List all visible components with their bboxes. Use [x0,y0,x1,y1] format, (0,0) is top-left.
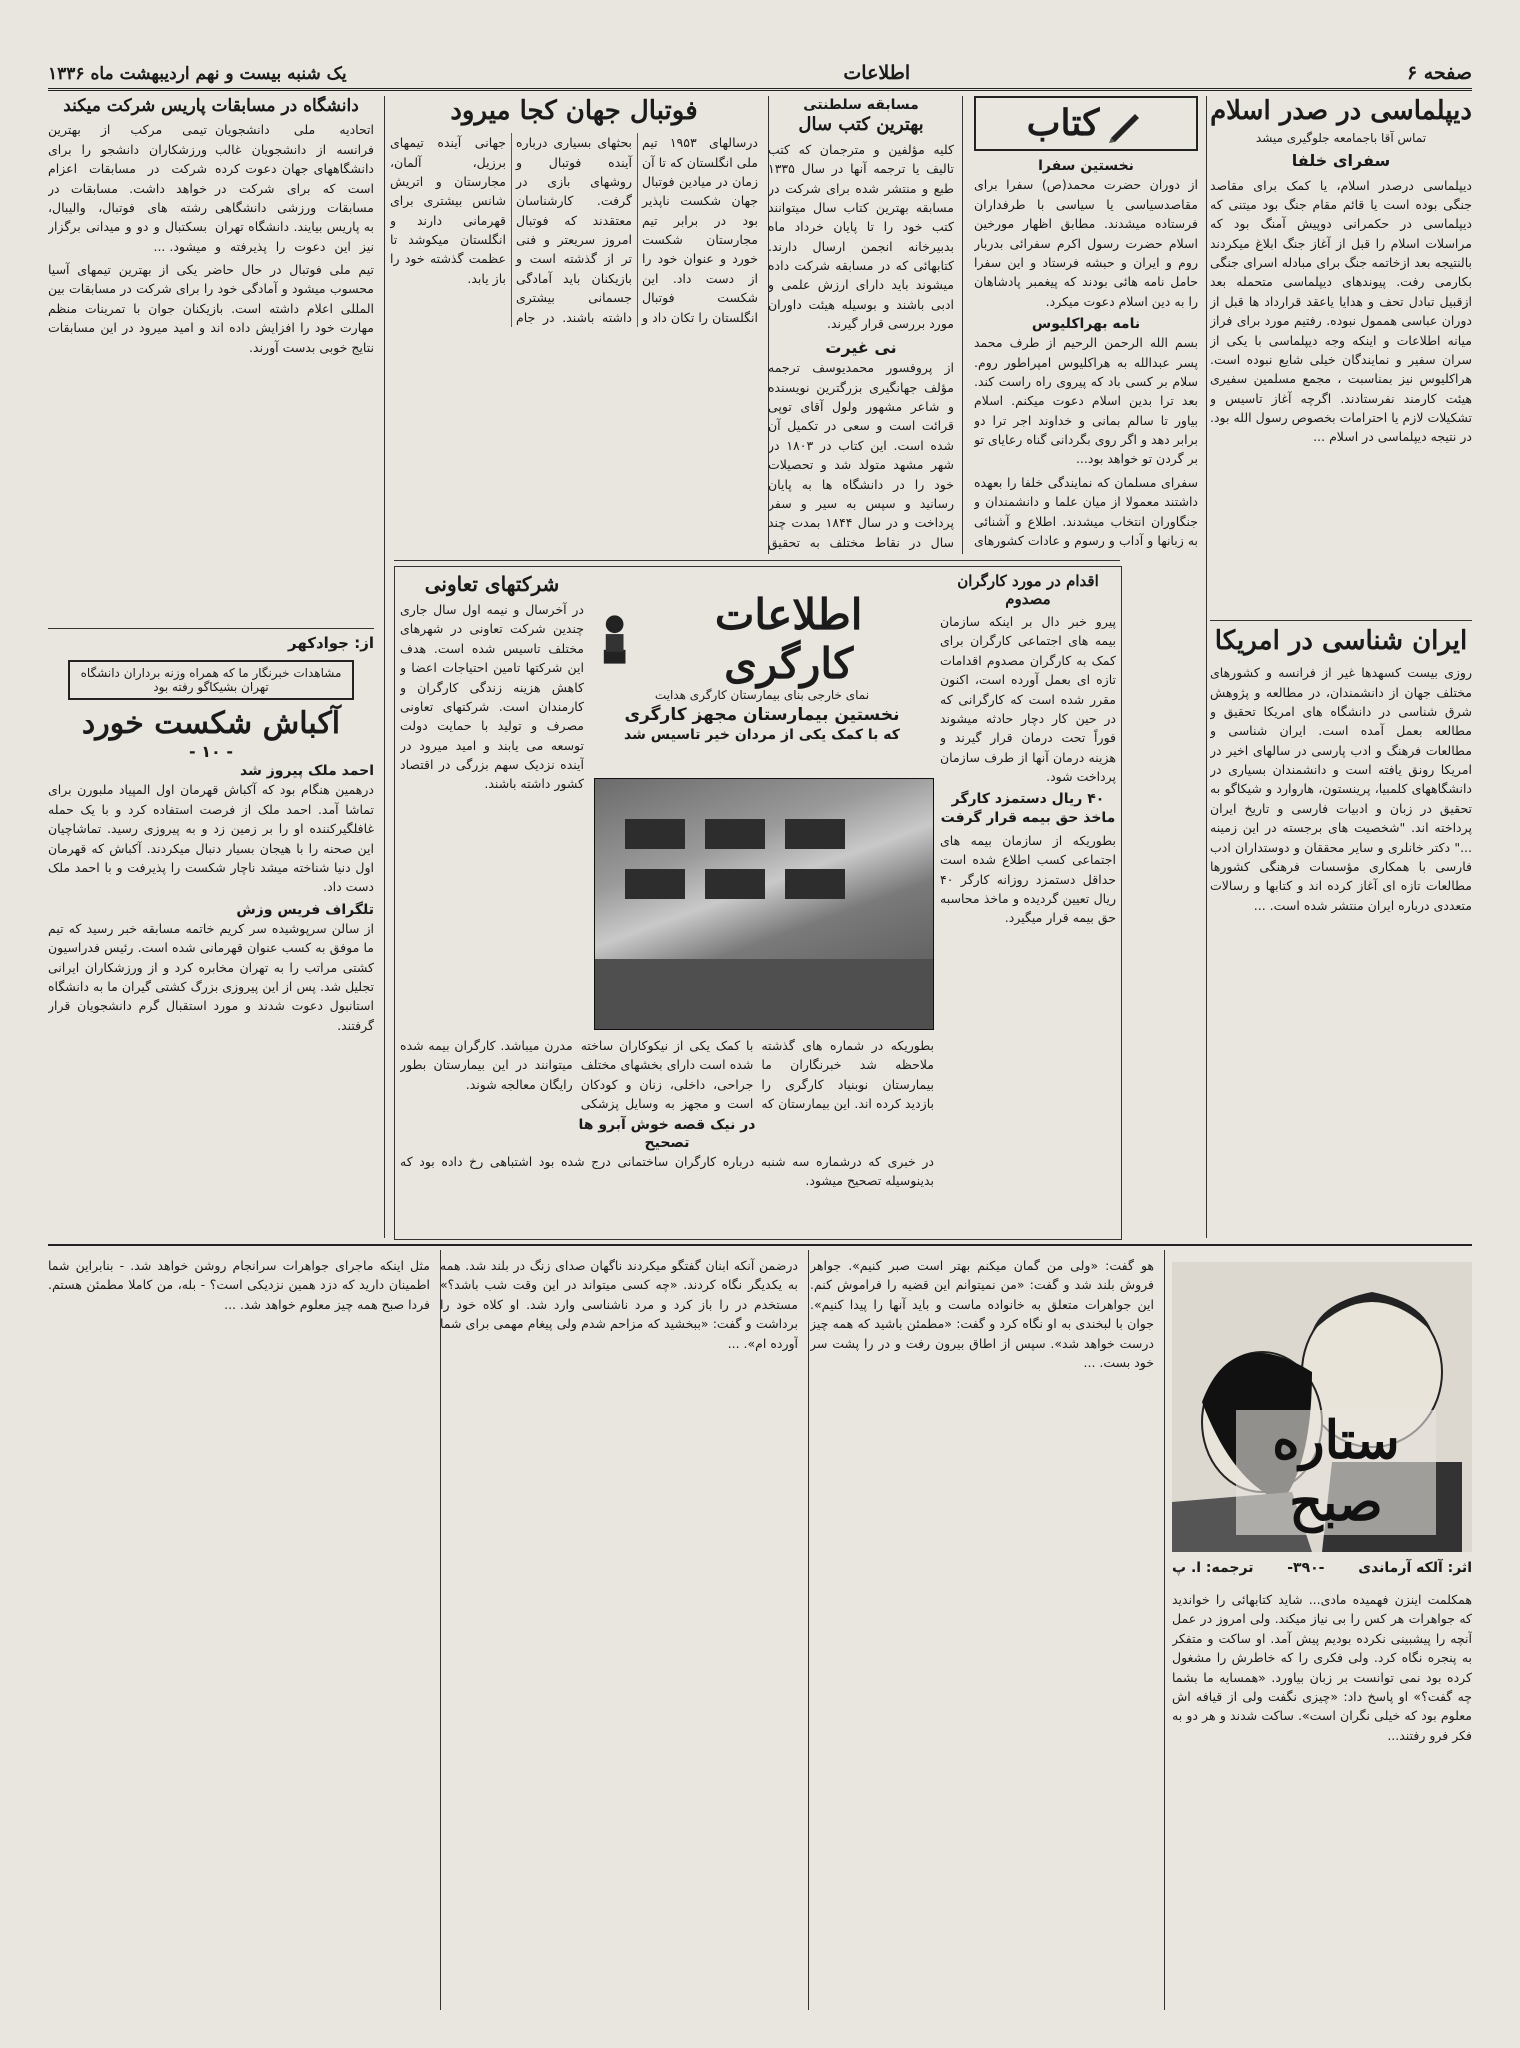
article-title: دیپلماسی در صدر اسلام [1210,96,1472,126]
pen-icon [1105,104,1145,144]
masthead-caption: نمای خارجی بنای بیمارستان کارگری هدایت [654,688,870,702]
article-title: ایران شناسی در امریکا [1214,626,1468,656]
column-rule [808,1250,809,2010]
article-number: - ۱۰ - [189,741,233,761]
page-number: صفحه ۶ [1406,62,1472,84]
article-body: پیرو خبر دال بر اینکه سازمان بیمه های اجتماعی کارگران برای کمک به کارگران مصدوم اقدامات تازه ای بعمل آورده است، اکنون مقرر شده است که کارگرانی که در حین کار دچار حادثه میشوند فوراً تحت درمان قرار گیرند و هزینه درمان آنها از طرف سازمان پرداخت شود. [940,614,1116,784]
column-rule [440,1250,441,2010]
article-title: شرکتهای تعاونی [424,572,560,596]
masthead-title: اطلاعات کارگری [714,590,863,688]
article-body: روزی بیست کسهدها غیر از فرانسه و کشورهای مختلف جهان از دانشمندان، در مطالعه و پژوهش شرق شناسی در دانشگاه های امریکا تحقیق و مطالعه بعمل آمده است. ایران شناسی و مطالعات فرهنگ و ادب پارسی در سالهای اخیر در امریکا رونق یافته است و دانشمندان بسیاری در دانشگاههای کلمبیا، پرینستون، هاروارد و شیکاگو به تحقیق در زبان و ادبیات فارسی و تاریخ ایران پرداخته اند. "شخصیت های برجسته در این زمینه ..." دکتر خانلری و سایر محققان و دوستداران ادب فارسی با همکاری مؤسسات فرهنگی کشورها مطالعات تازه ای آغاز کرده اند و کتابها و رسالات متعددی درباره ایران منتشر شده است. ... [1210,665,1472,913]
labor-masthead [592,590,932,770]
serial-credits [1172,1560,1472,1576]
column-rule [1164,1250,1165,2010]
worker-emblem-icon [592,610,637,668]
boxed-note: مشاهدات خبرنگار ما که همراه وزنه برداران دانشگاه تهران بشیکاگو رفته بود [68,660,354,700]
column-rule [768,96,769,554]
byline: از: جوادکهر [287,634,374,652]
article-body: از سالن سرپوشیده سر کریم خاتمه مسابقه خبر رسید که تیم ما موفق به کسب عنوان قهرمانی شده است. رئیس فدراسیون کشتی مراتب را به تهران مخابره کرد و از ورزشکاران ایرانی تجلیل شد. پس از این پیروزی بزرگ کشتی گیران ما به دانشگاه استانبول دعوت شدند و مورد استقبال گرم دانشجویان قرار گرفتند. [48,920,374,1033]
serial-translator: ترجمه: ا. پ [1172,1560,1254,1576]
article-title: بهترین کتب سال [798,114,924,136]
article-body: در آخرسال و نیمه اول سال جاری چندین شرکت تعاونی در شهرهای مختلف تاسیس شده است. هدف این شرکتها تامین احتیاجات اعضا و کاهش هزینه زندگی کارگران و کارمندان است. شرکتهای تعاونی مصرف و تولید با حمایت دولت توسعه می یابند و امید میرود در آینده نزدیک سهم بزرگی در اقتصاد کشور داشته باشند. [400,602,584,792]
hospital-photo-icon [594,778,934,1030]
column-rule [1206,96,1207,1238]
header-rule [48,88,1472,91]
item-title: نی غیرت [825,337,897,357]
section-label: مسابقه سلطنتی [803,97,919,113]
page-header [48,50,1472,84]
article-book-contest [768,96,954,550]
article-cooperatives [400,572,584,1032]
column-rule [384,96,385,1238]
article-body: کلیه مؤلفین و مترجمان که کتب تالیف یا ترجمه آنها در سال ۱۳۳۵ طبع و منتشر شده برای شرکت در مسابقه بهترین کتاب سال میتوانند کتب خود را تا پایان خرداد ماه بدبیرخانه انجمن ارسال دارند. کتابهائی که در مسابقه شرکت داده میشوند باید دارای ارزش علمی و ادبی باشند و بوسیله هیئت داوران مورد بررسی قرار گیرند. [768,141,954,332]
article-subtitle: تلگراف فریس وزش [236,901,374,918]
item-body: از دوران حضرت محمد(ص) سفرا برای مقاصدسیاسی یا سیاسی با طرفداران فرستاده میشدند. مطابق اظهار مورخین اسلام حضرت رسول اکرم سفرائی بدربار روم و ایران و حبشه فرستاد و این سفرا حامل نامه هائی بودند که پیغمبر پادشاهان را به دین اسلام دعوت میکرد. [974,177,1198,309]
serial-author: اثر: آلکه آرماندی [1358,1560,1472,1576]
article-football [390,96,758,550]
article-diplomacy [1210,96,1472,616]
article-body: دیپلماسی درصدر اسلام، یا کمک برای مقاصد جنگی بوده است یا قائم مقام جنگ بود میتنی که دیپلماسی در حکمرانی دوپیش آمنگ بود که مراسلات اسلام را قبل از آغاز جنگ ابلاغ میکردند بالنتیجه بعد ازخاتمه جنگ برای مبادله اسرای جنگی بکارمی رفت. پیوندهای دیپلماسی متحمله بعد ازقبیل تبادل تحف و هدایا یاعقد قرارداد ها قبل از دوران عباسی هممول نبوده. رفتیم مورد برای فراز میانه اطلاعات و اینکه وجه دیپلماسی با یکی از سران سفیر و نمایندگان خیلی شایع نبوده است. هراکلیوس نیز بمناسبت ، مجمع مسلمین سفیری هیئت کارمند نفرستادند. اگرچه آغاز تاسیس و تشکیلات لازم یا احترامات بخصوص رسول الله بود. در نتیجه دیپلماسی در اسلام ... [1210,177,1472,445]
article-university [48,96,374,626]
article-subtitle: تصحیح [644,1134,690,1151]
article-book [974,96,1198,550]
serial-number: -۳۹۰- [1287,1560,1325,1576]
article-hospital [400,1036,934,1232]
item-body: بسم الله الرحمن الرحیم از طرف محمد پسر عبدالله به هراکلیوس امپراطور روم. سلام بر کسی باد که پیروی راه راست کند. بعد ترا بدین اسلام دعوت میکنم. اسلام بیاور تا سالم بمانی و خداوند اجر ترا دو برابر دهد و اگر روی بگردانی گناه رعایای تو بر گردن تو خواهد بود... [974,335,1198,467]
item-body: از پروفسور محمدیوسف ترجمه مؤلف جهانگیری بزرگترین نویسنده و شاعر مشهور ولول آقای توپی قرائت است و سعی در تکمیل آن شده است. این کتاب در ۱۸۰۳ در شهر مشهد متولد شد و تحصیلات خود را در دانشگاه ها به پایان رسانید و سپس به سیر و سفر پرداخت و در سال ۱۸۴۴ بمدت چند سال در نقاط مختلف به تحقیق [768,360,954,550]
book-logo-text: کتاب [1026,102,1100,144]
article-iranology [1210,626,1472,1234]
article-subtitle: سفرای خلفا [1291,150,1391,170]
serial-text: هو گفت: «ولی من گمان میکنم بهتر است صبر کنیم». جواهر فروش بلند شد و گفت: «من نمیتوانم این قضیه را فراموش کنم. این جواهرات متعلق به خانواده ماست و باید آنها را پیدا کنیم». جوان با لبخندی به او نگاه کرد و گفت: «مطمئن باشید که همه چیز درست خواهد شد». سپس از اطاق بیرون رفت و در را پشت سر خود بست. ... [810,1258,1154,1370]
article-title: فوتبال جهان کجا میرود [450,96,698,126]
divider [394,560,1120,561]
book-logo [974,96,1198,151]
serial-title: ستاره صبح [1236,1410,1436,1535]
divider [48,1244,1472,1246]
serial-text: مثل اینکه ماجرای جواهرات سرانجام روشن خواهد شد. - بنابراین شما اطمینان دارید که دزد همین نزدیکی است؟ - بله، من کاملا مطمئن هستم. فردا صبح همه چیز معلوم خواهد شد. ... [48,1258,430,1312]
article-body: درسالهای ۱۹۵۳ تیم ملی انگلستان که تا آن زمان در میادین فوتبال جهان شکست ناپذیر بود در برابر تیم مجارستان شکست خورد و عنوان خود را از دست داد. این شکست فوتبال انگلستان را تکان داد و بحثهای بسیاری درباره آینده فوتبال و روشهای بازی در گرفت. کارشناسان معتقدند که فوتبال امروز سریعتر و فنی تر از گذشته است و بازیکنان باید آمادگی جسمانی بیشتری داشته باشند. در جام جهانی آینده تیمهای برزیل، آلمان، مجارستان و اتریش شانس بیشتری برای قهرمانی دارند و انگلستان میکوشد تا عظمت گذشته خود را باز یابد. [390,135,758,325]
article-body: در خبری که درشماره سه شنبه درباره کارگران ساختمانی درج شده بود اشتباهی رخ داده بود که بدینوسیله تصحیح میشود. [400,1153,934,1189]
article-title: آکباش شکست خورد [81,705,341,741]
article-subtitle: احمد ملک پیروز شد [240,763,374,780]
article-byline: تماس آقا باجمامعه جلوگیری میشد [1255,131,1427,146]
paper-name: اطلاعات [843,62,911,84]
divider [48,628,374,629]
article-title: اقدام در مورد کارگران مصدوم [957,572,1099,608]
article-subtitle: ۴۰ ریال دستمزد کارگر ماخذ حق بیمه قرار گرفت [940,791,1116,826]
masthead-subline: که با کمک یکی از مردان خیر تاسیس شد [624,726,900,743]
masthead-headline: نخستین بیمارستان مجهز کارگری [624,704,900,725]
item-body: سفرای مسلمان که نمایندگی خلفا را بعهده داشتند معمولا از میان علما و دانشمندان و جنگاوران انتخاب میشدند. اطلاع و آشنائی به زبانها و آداب و رسوم و عادات کشورهای [974,474,1198,548]
article-title: دانشگاه در مسابقات پاریس شرکت میکند [63,96,359,116]
article-body: تیم ملی فوتبال در حال حاضر یکی از بهترین تیمهای آسیا محسوب میشود و آمادگی خود را برای شرکت در مسابقات بین المللی اعلام داشته است. بازیکنان جوان با تمرینات منظم مهارت خود را افزایش داده اند و امید میرود در این مسابقات نتایج خوبی بدست آورند. [48,262,374,355]
article-body: درهمین هنگام بود که آکباش قهرمان اول المپیاد ملبورن برای تماشا آمد. احمد ملک از فرصت استفاده کرد و با یک حمله غافلگیرکننده او را بر زمین زد و به پیروزی رسید. تماشاچیان این صحنه را با هیجان بسیار دنبال میکردند. آکباش که قهرمان اول دنیا شناخته میشد ناچار شکست را پذیرفت و با احمد ملک دست داد. [48,782,374,895]
article-body: بطوریکه در شماره های گذشته ملاحظه شد خبرنگاران ما بیمارستان نوبنیاد کارگری را بازدید کرده اند. این بیمارستان که با کمک یکی از نیکوکاران ساخته شده است دارای بخشهای مختلف جراحی، داخلی، زنان و کودکان است و مجهز به وسایل پزشکی مدرن میباشد. کارگران بیمه شده میتوانند در این بیمارستان بطور رایگان معالجه شوند. [400,1038,934,1112]
column-rule [962,96,963,554]
item-title: نامه بهراکلیوس [1031,316,1141,332]
article-injured-workers [940,572,1116,1232]
article-subtitle: در نیک قصه خوش آبرو ها [578,1116,756,1133]
article-akbash [48,634,374,1234]
serial-text: درضمن آنکه ابنان گفتگو میکردند ناگهان صدای زنگ در بلند شد. همه به یکدیگر نگاه کردند. «چه کسی میتواند در این وقت شب باشد؟» مستخدم در را باز کرد و مرد ناشناسی وارد شد. او کلاه خود را برداشت و گفت: «ببخشید که مزاحم شدم ولی پیغام مهمی برای شما آورده ام». ... [440,1258,798,1351]
item-title: نخستین سفرا [1038,158,1134,175]
issue-date: یک شنبه بیست و نهم اردیبهشت ماه ۱۳۳۶ [48,64,347,84]
divider [1210,620,1472,621]
serial-text: همکلمت اینزن فهمیده مادی... شاید کتابهائی را خواندید که جواهرات هر کس را بی نیاز میکند. ولی امروز در عمل آنچه را پیشبینی نکرده بودیم پیش آمد. او ساکت و متفکر به پنجره نگاه کرد. ولی فکری را که خاطرش را مشغول کرده بود نمی توانست بر زبان بیاورد. «همسایه ما بشما چه گفت؟» او پاسخ داد: «چیزی نگفت ولی از قیافه اش معلوم بود که خیلی نگران است». ساکت شدند و هر دو به فکر فرو رفتند... [1172,1592,1472,1743]
article-body: بطوریکه از سازمان بیمه های اجتماعی کسب اطلاع شده است حداقل دستمزد روزانه کارگر ۴۰ ریال تعیین گردیده و ماخذ محاسبه حق بیمه قرار میگیرد. [940,832,1116,926]
article-body: اتحادیه ملی دانشجویان فرانسه از دانشجویان غالب دانشگاههای جهان دعوت کرده است که برای شرکت در مسابقات ورزشی دانشگاهی به پاریس بیایند. دانشگاه تهران نیز این دعوت را پذیرفته و تیمی مرکب از بهترین ورزشکاران دانشجو را برای شرکت در مسابقات اعزام خواهد داشت. مسابقات در رشته های فوتبال، والیبال، بسکتبال و دو و میدانی برگزار میشود. ... [48,122,374,254]
